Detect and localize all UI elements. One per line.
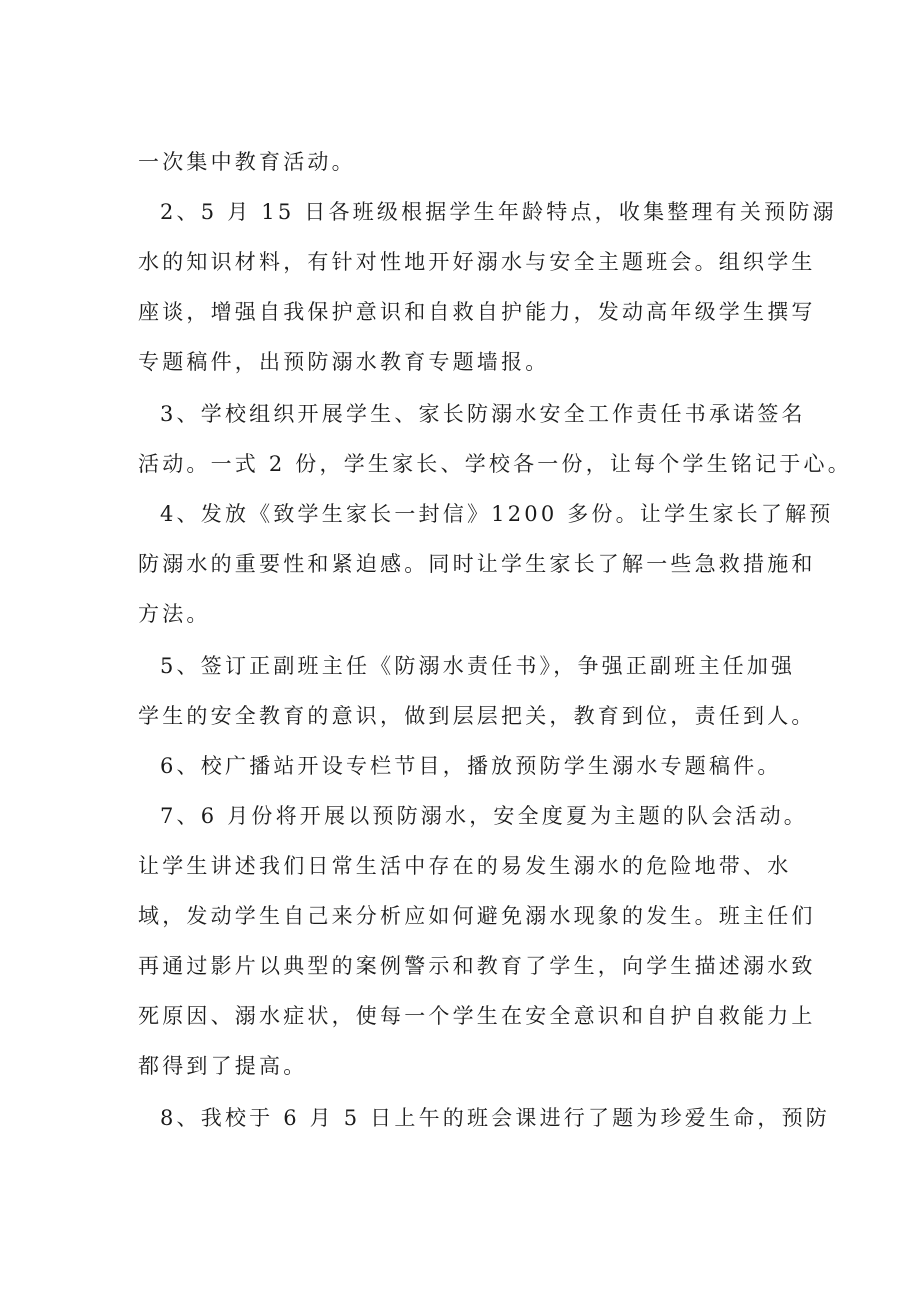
text-line: 方法。 [138, 602, 211, 626]
text-line: 一次集中教育活动。 [138, 150, 356, 174]
paragraph-item-4: 4、发放《致学生家长一封信》1200 多份。让学生家长了解预 [160, 502, 834, 526]
paragraph-item-7: 7、6 月份将开展以预防溺水，安全度夏为主题的队会活动。 [160, 804, 808, 828]
text-line: 让学生讲述我们日常生活中存在的易发生溺水的危险地带、水 [138, 854, 792, 878]
text-line: 再通过影片以典型的案例警示和教育了学生，向学生描述溺水致 [138, 954, 816, 978]
text-line: 水的知识材料，有针对性地开好溺水与安全主题班会。组织学生 [138, 250, 816, 274]
paragraph-item-6: 6、校广播站开设专栏节目，播放预防学生溺水专题稿件。 [160, 754, 782, 778]
text-line: 死原因、溺水症状，使每一个学生在安全意识和自护自救能力上 [138, 1004, 816, 1028]
text-line: 学生的安全教育的意识，做到层层把关，教育到位，责任到人。 [138, 704, 816, 728]
paragraph-item-2: 2、5 月 15 日各班级根据学生年龄特点，收集整理有关预防溺 [160, 200, 837, 224]
text-line: 都得到了提高。 [138, 1054, 308, 1078]
paragraph-item-3: 3、学校组织开展学生、家长防溺水安全工作责任书承诺签名 [160, 402, 806, 426]
text-line: 域，发动学生自己来分析应如何避免溺水现象的发生。班主任们 [138, 904, 816, 928]
text-line: 防溺水的重要性和紧迫感。同时让学生家长了解一些急救措施和 [138, 552, 816, 576]
text-line: 专题稿件，出预防溺水教育专题墙报。 [138, 350, 550, 374]
text-line: 活动。一式 2 份，学生家长、学校各一份，让每个学生铭记于心。 [138, 452, 852, 476]
text-line: 座谈，增强自我保护意识和自救自护能力，发动高年级学生撰写 [138, 300, 816, 324]
paragraph-item-8: 8、我校于 6 月 5 日上午的班会课进行了题为珍爱生命，预防 [160, 1106, 830, 1130]
paragraph-item-5: 5、签订正副班主任《防溺水责任书》，争强正副班主任加强 [160, 654, 796, 678]
